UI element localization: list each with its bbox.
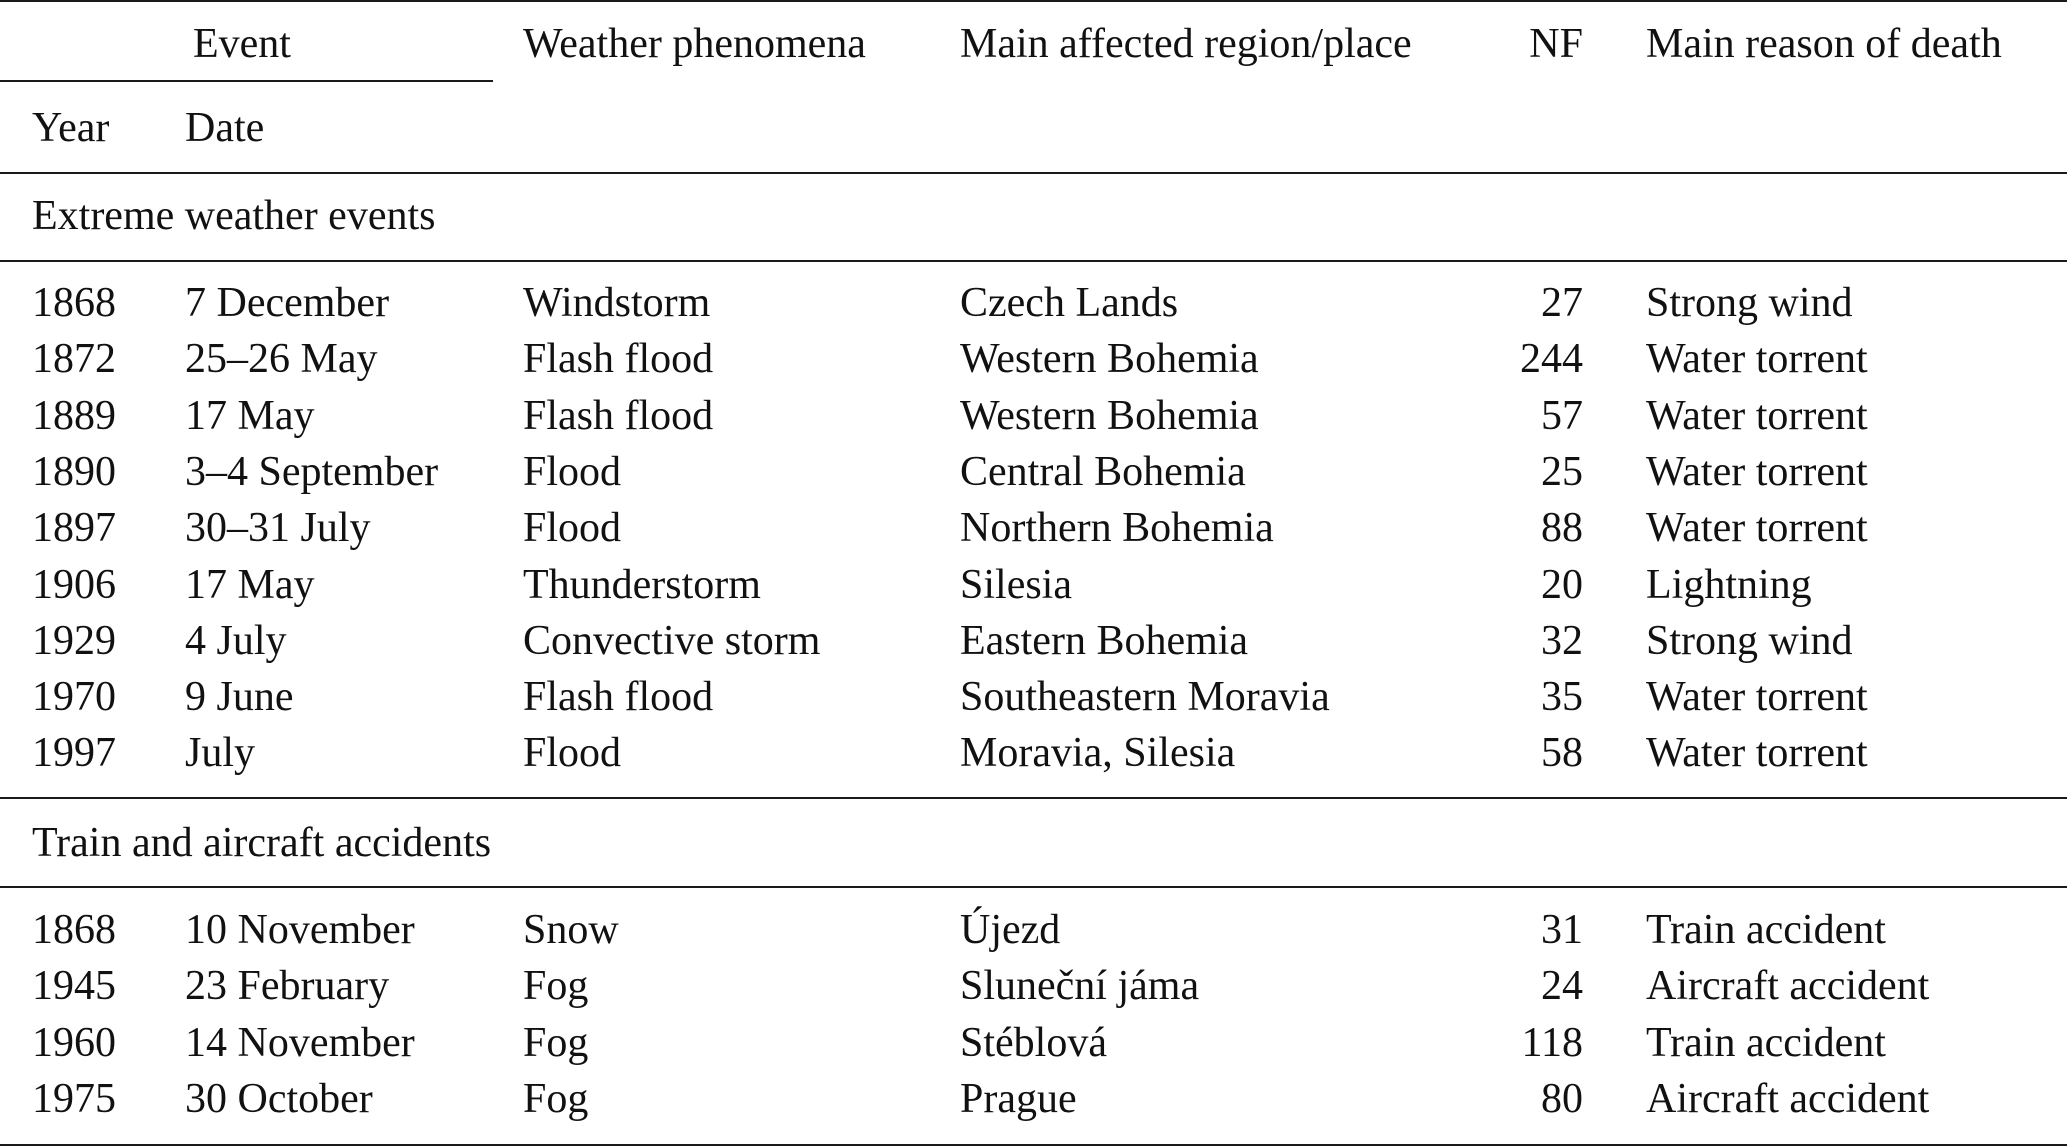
section-title: Extreme weather events [32,193,436,239]
region-cell: Czech Lands [960,280,1179,326]
section-rule [0,260,2067,262]
region-cell: Újezd [960,907,1061,953]
reason-cell: Strong wind [1646,617,1853,664]
date-cell: 7 December [185,280,390,326]
nf-cell: 88 [1541,505,1583,552]
reason-cell: Water torrent [1646,674,1868,721]
weather-cell: Flash flood [523,392,714,439]
section-title: Train and aircraft accidents [32,820,492,866]
reason-cell: Train accident [1646,1019,1886,1066]
year-cell: 1970 [32,674,116,721]
weather-cell: Flood [523,448,622,495]
header-date: Date [185,105,265,151]
date-cell: 9 June [185,674,294,721]
weather-cell: Flood [523,505,622,552]
nf-cell: 27 [1541,280,1583,326]
nf-cell: 20 [1541,561,1583,608]
weather-cell: Snow [523,907,619,953]
weather-cell: Convective storm [523,617,821,664]
date-cell: 25–26 May [185,336,378,383]
header-bottom-rule [0,172,2067,174]
header-reason: Main reason of death [1646,21,2002,67]
section-rule [0,886,2067,888]
reason-cell: Lightning [1646,561,1812,608]
date-cell: 17 May [185,561,315,608]
date-cell: 17 May [185,392,315,439]
section-end-rule [0,797,2067,799]
region-cell: Northern Bohemia [960,505,1274,552]
header-weather: Weather phenomena [523,21,866,67]
reason-cell: Water torrent [1646,392,1868,439]
date-cell: 4 July [185,617,287,664]
nf-cell: 244 [1520,336,1583,383]
year-cell: 1997 [32,730,116,777]
region-cell: Moravia, Silesia [960,730,1236,777]
region-cell: Western Bohemia [960,336,1259,383]
nf-cell: 118 [1521,1019,1583,1066]
year-cell: 1868 [32,907,116,953]
header-region: Main affected region/place [960,21,1412,67]
nf-cell: 25 [1541,448,1583,495]
nf-cell: 80 [1541,1075,1583,1122]
region-cell: Silesia [960,561,1072,608]
top-rule [0,0,2067,2]
reason-cell: Aircraft accident [1646,963,1930,1010]
year-cell: 1889 [32,392,116,439]
nf-cell: 58 [1541,730,1583,777]
date-cell: July [185,730,256,777]
date-cell: 30 October [185,1075,373,1122]
region-cell: Prague [960,1075,1077,1122]
nf-cell: 32 [1541,617,1583,664]
year-cell: 1872 [32,336,116,383]
weather-cell: Fog [523,1019,589,1066]
nf-cell: 24 [1541,963,1583,1010]
header-nf: NF [1529,21,1583,67]
region-cell: Sluneční jáma [960,963,1200,1010]
region-cell: Western Bohemia [960,392,1259,439]
header-event: Event [193,21,291,67]
nf-cell: 31 [1541,907,1583,953]
region-cell: Eastern Bohemia [960,617,1249,664]
nf-cell: 35 [1541,674,1583,721]
year-cell: 1890 [32,448,116,495]
weather-cell: Fog [523,1075,589,1122]
date-cell: 10 November [185,907,415,953]
reason-cell: Aircraft accident [1646,1075,1930,1122]
weather-cell: Thunderstorm [523,561,761,608]
region-cell: Stéblová [960,1019,1107,1066]
weather-cell: Windstorm [523,280,711,326]
reason-cell: Water torrent [1646,505,1868,552]
weather-cell: Flash flood [523,336,714,383]
event-underline [0,80,493,82]
year-cell: 1945 [32,963,116,1010]
reason-cell: Train accident [1646,907,1886,953]
nf-cell: 57 [1541,392,1583,439]
year-cell: 1906 [32,561,116,608]
year-cell: 1960 [32,1019,116,1066]
header-year: Year [32,105,110,151]
reason-cell: Water torrent [1646,448,1868,495]
year-cell: 1868 [32,280,116,326]
region-cell: Central Bohemia [960,448,1246,495]
weather-cell: Flood [523,730,622,777]
reason-cell: Water torrent [1646,730,1868,777]
reason-cell: Strong wind [1646,280,1853,326]
date-cell: 14 November [185,1019,415,1066]
reason-cell: Water torrent [1646,336,1868,383]
weather-cell: Fog [523,963,589,1010]
date-cell: 3–4 September [185,448,439,495]
year-cell: 1929 [32,617,116,664]
weather-cell: Flash flood [523,674,714,721]
date-cell: 23 February [185,963,390,1010]
year-cell: 1975 [32,1075,116,1122]
year-cell: 1897 [32,505,116,552]
date-cell: 30–31 July [185,505,371,552]
region-cell: Southeastern Moravia [960,674,1330,721]
